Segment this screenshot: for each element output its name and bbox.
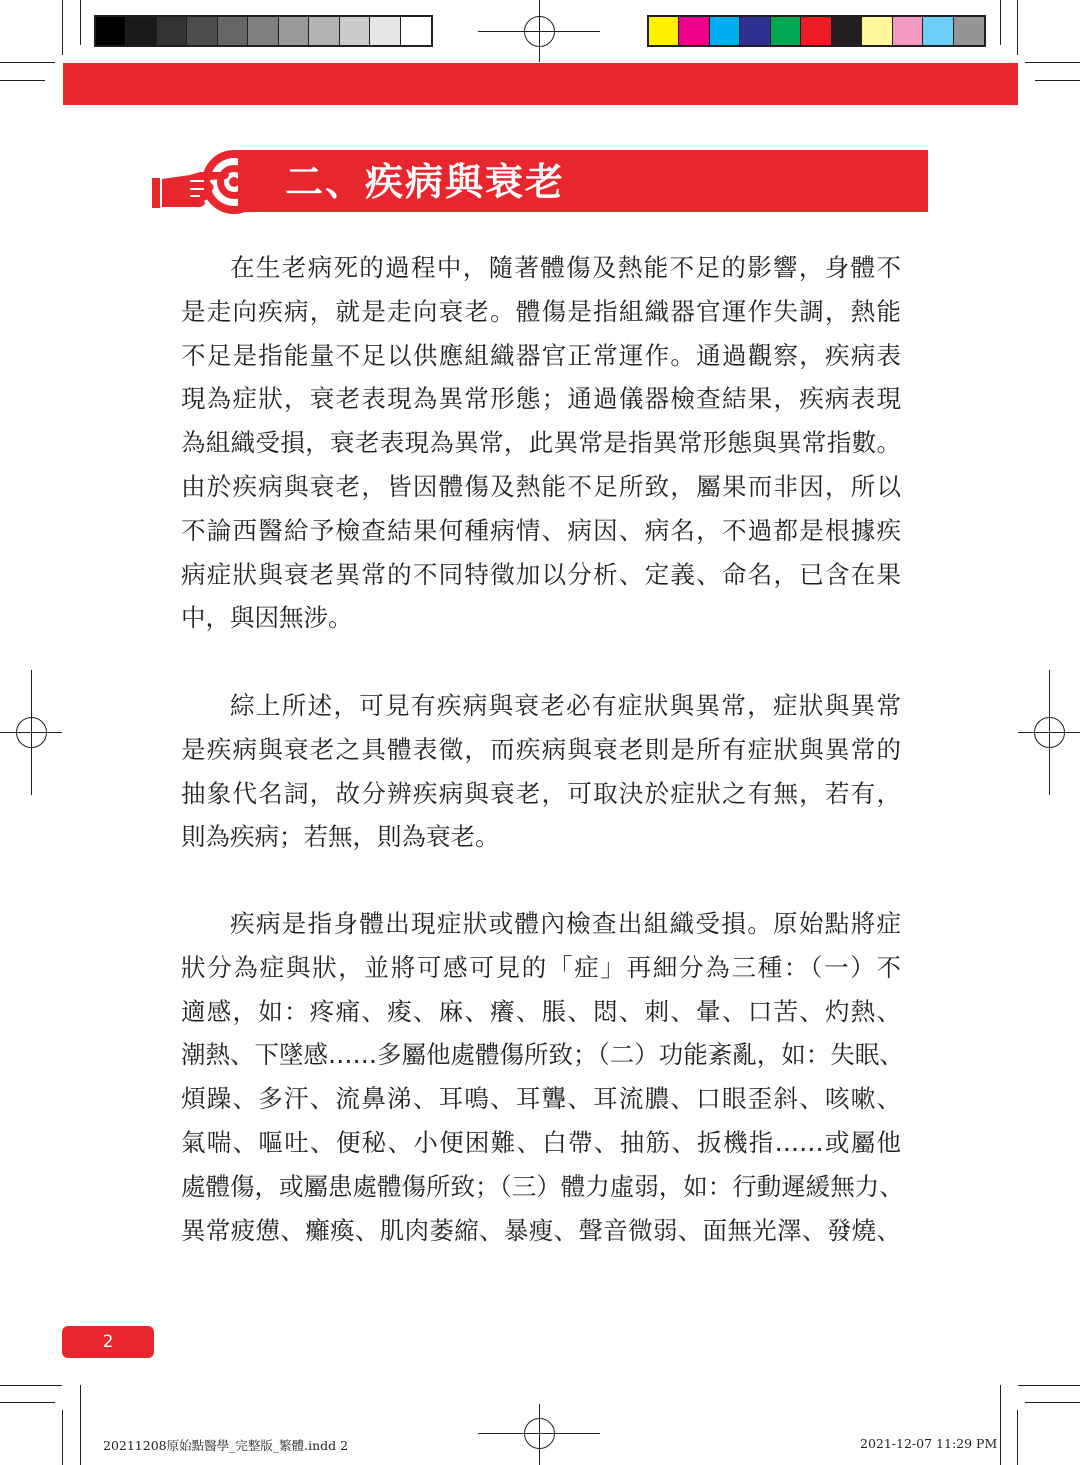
color-swatch [248, 17, 278, 45]
text-line: 潮熱、下墜感……多屬他處體傷所致；（二）功能紊亂，如：失眠、 [181, 1040, 904, 1070]
crop-mark [0, 1385, 62, 1386]
color-swatch [187, 17, 217, 45]
color-swatch [679, 17, 709, 45]
grayscale-color-bar [94, 15, 433, 47]
body-paragraph [181, 684, 901, 859]
color-swatch [893, 17, 923, 45]
crop-mark [1000, 1385, 1001, 1465]
color-swatch [710, 17, 740, 45]
text-line: 在生老病死的過程中，隨著體傷及熱能不足的影響，身體不 [230, 253, 901, 282]
text-line: 則為疾病；若無，則為衰老。 [181, 822, 500, 852]
crop-mark [0, 80, 45, 81]
text-line: 是疾病與衰老之具體表徵，而疾病與衰老則是所有症狀與異常的 [181, 734, 901, 764]
text-line: 疾病是指身體出現症狀或體內檢查出組織受損。原始點將症 [230, 909, 901, 938]
text-line: 病症狀與衰老異常的不同特徵加以分析、定義、命名，已含在果 [181, 559, 901, 589]
crop-mark [1018, 1385, 1080, 1386]
crop-mark [1025, 62, 1080, 63]
registration-mark [1034, 717, 1065, 748]
text-line: 抽象代名詞，故分辨疾病與衰老，可取決於症狀之有無，若有， [181, 778, 901, 808]
page-number: 2 [62, 1326, 154, 1358]
body-paragraph [181, 246, 901, 640]
crop-mark [1000, 0, 1001, 45]
text-line: 不足是指能量不足以供應組織器官正常運作。通過觀察，疾病表 [181, 340, 901, 370]
color-swatch [649, 17, 679, 45]
color-swatch [801, 17, 831, 45]
text-line: 適感，如：疼痛、痠、麻、癢、脹、悶、刺、暈、口苦、灼熱、 [181, 996, 901, 1026]
text-line: 異常疲憊、癱瘓、肌肉萎縮、暴瘦、聲音微弱、面無光澤、發燒、 [181, 1215, 901, 1245]
color-swatch [954, 17, 984, 45]
text-line: 中，與因無涉。 [181, 603, 353, 633]
text-line: 狀分為症與狀，並將可感可見的「症」再細分為三種：（一）不 [181, 952, 901, 982]
body-paragraph [181, 902, 904, 1252]
text-line: 為組織受損，衰老表現為異常，此異常是指異常形態與異常指數。 [181, 428, 901, 458]
color-swatch [309, 17, 339, 45]
header-band [63, 63, 1018, 105]
crop-mark [62, 0, 63, 55]
crop-mark [80, 1385, 81, 1465]
registration-mark [16, 717, 47, 748]
file-slug: 20211208原始點醫學_完整版_繁體.indd 2 [103, 1438, 349, 1453]
text-line: 煩躁、多汗、流鼻涕、耳鳴、耳聾、耳流膿、口眼歪斜、咳嗽、 [181, 1084, 901, 1114]
color-swatch [862, 17, 892, 45]
color-swatch [340, 17, 370, 45]
text-line: 現為症狀，衰老表現為異常形態；通過儀器檢查結果，疾病表現 [181, 384, 901, 414]
section-title: 二、疾病與衰老 [285, 160, 566, 204]
text-line: 綜上所述，可見有疾病與衰老必有症狀與異常，症狀與異常 [230, 691, 901, 720]
color-swatch [370, 17, 400, 45]
color-swatch [771, 17, 801, 45]
registration-mark [524, 1418, 555, 1449]
color-swatch [401, 17, 431, 45]
crop-mark [1017, 1410, 1018, 1465]
text-line: 由於疾病與衰老，皆因體傷及熱能不足所致，屬果而非因，所以 [181, 471, 901, 501]
color-swatch [740, 17, 770, 45]
color-swatch [279, 17, 309, 45]
crop-mark [62, 1410, 63, 1465]
text-line: 氣喘、嘔吐、便秘、小便困難、白帶、抽筋、扳機指……或屬他 [181, 1127, 901, 1157]
text-line: 是走向疾病，就是走向衰老。體傷是指組織器官運作失調，熱能 [181, 296, 901, 326]
color-swatch [157, 17, 187, 45]
cmyk-color-bar [647, 15, 986, 47]
date-slug: 2021-12-07 11:29 PM [860, 1436, 998, 1451]
registration-mark [524, 16, 555, 47]
crop-mark [1035, 80, 1080, 81]
crop-mark [1025, 1402, 1080, 1403]
crop-mark [0, 1402, 55, 1403]
color-swatch [218, 17, 248, 45]
text-line: 不論西醫給予檢查結果何種病情、病因、病名，不過都是根據疾 [181, 515, 901, 545]
color-swatch [126, 17, 156, 45]
color-swatch [832, 17, 862, 45]
color-swatch [923, 17, 953, 45]
crop-mark [0, 62, 55, 63]
color-swatch [96, 17, 126, 45]
crop-mark [1017, 0, 1018, 55]
crop-mark [80, 0, 81, 45]
text-line: 處體傷，或屬患處體傷所致；（三）體力虛弱，如：行動遲緩無力、 [181, 1171, 904, 1201]
